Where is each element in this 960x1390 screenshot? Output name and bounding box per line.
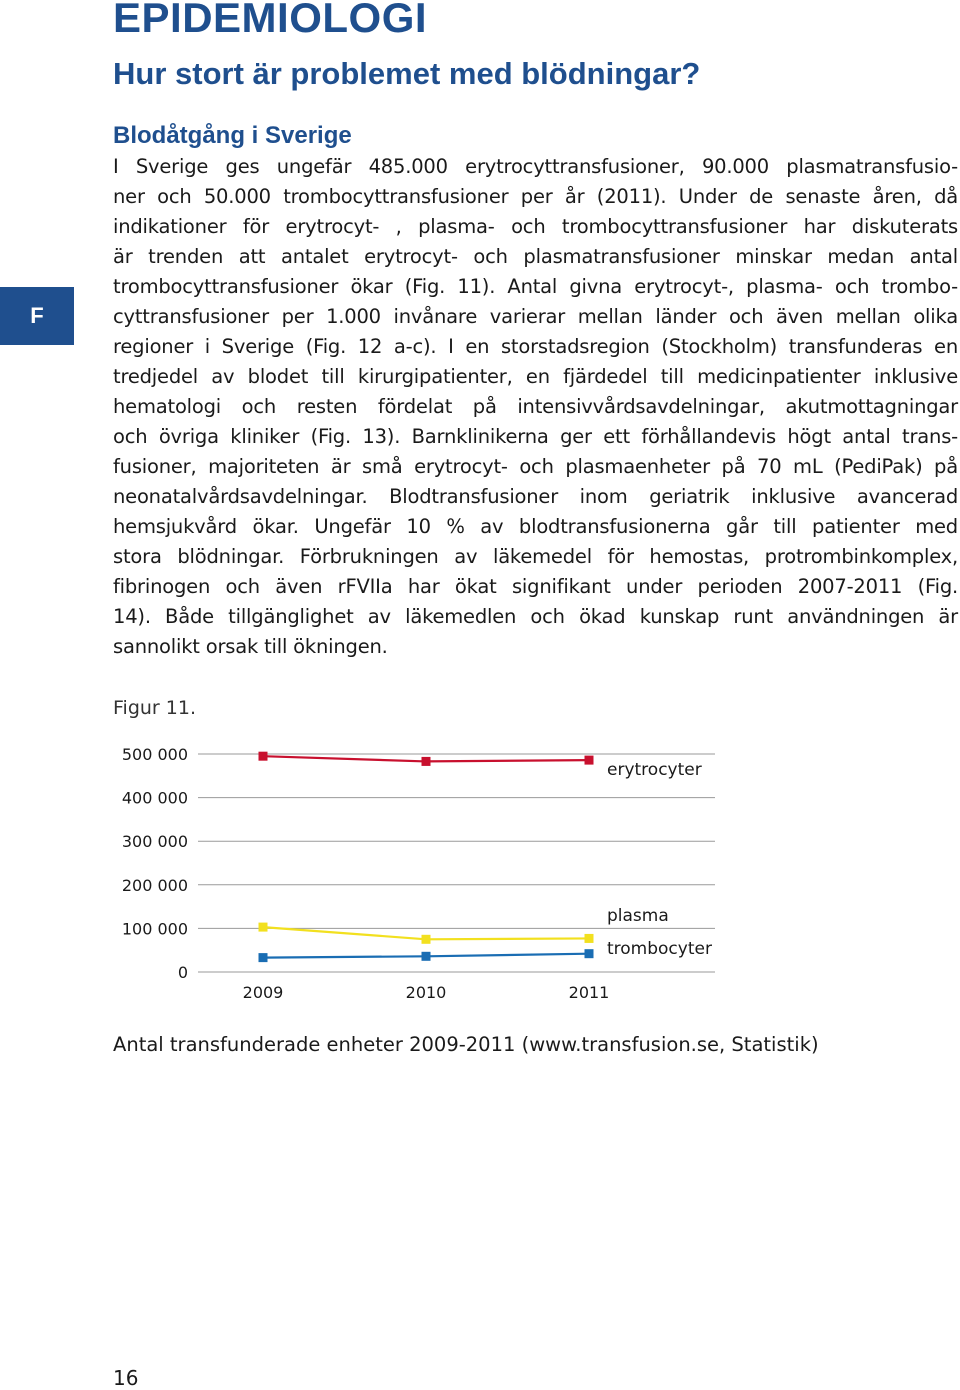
y-tick-label: 300 000 xyxy=(121,832,188,852)
page-heading: Hur stort är problemet med blödningar? xyxy=(113,56,701,91)
body-line: hemsjukvård ökar. Ungefär 10 % av blodtransfusionerna går till patienter med xyxy=(113,515,958,538)
body-line: 14). Både tillgänglighet av läkemedlen och ökad kunskap runt användningen är xyxy=(113,605,958,628)
series-label: erytrocyter xyxy=(607,760,702,780)
data-point xyxy=(585,756,594,765)
data-point xyxy=(585,949,594,958)
body-paragraph xyxy=(113,152,958,662)
page-number: 16 xyxy=(113,1366,139,1390)
x-tick-label: 2009 xyxy=(242,983,284,1002)
body-line: cyttransfusioner per 1.000 invånare varierar mellan länder och även mellan olika xyxy=(113,305,958,328)
figure-label: Figur 11. xyxy=(113,697,196,719)
data-point xyxy=(259,923,268,932)
series-label: trombocyter xyxy=(607,939,712,959)
body-line: hematologi och resten fördelat på intensivvårdsavdelningar, akutmottagningar xyxy=(113,395,958,418)
body-line: sannolikt orsak till ökningen. xyxy=(113,635,388,658)
y-tick-label: 100 000 xyxy=(121,919,188,939)
y-tick-label: 400 000 xyxy=(121,788,188,808)
body-line: neonatalvårdsavdelningar. Blodtransfusioner inom geriatrik inklusive avancerad xyxy=(113,485,958,508)
section-title: EPIDEMIOLOGI xyxy=(113,0,428,41)
data-point xyxy=(422,935,431,944)
body-line: regioner i Sverige (Fig. 12 a-c). I en storstadsregion (Stockholm) transfunderas en xyxy=(113,335,958,358)
body-line: ner och 50.000 trombocyttransfusioner per år (2011). Under de senaste åren, då xyxy=(113,185,958,208)
body-line: trombocyttransfusioner ökar (Fig. 11). Antal givna erytrocyt-, plasma- och trombo- xyxy=(113,275,958,298)
body-line: stora blödningar. Förbrukningen av läkemedel för hemostas, protrombinkomplex, xyxy=(113,545,958,568)
body-line: är trenden att antalet erytrocyt- och plasmatransfusioner minskar medan antal xyxy=(113,245,958,268)
data-point xyxy=(259,953,268,962)
body-line: och övriga kliniker (Fig. 13). Barnklinikerna ger ett förhållandevis högt antal trans- xyxy=(113,425,958,448)
y-tick-label: 500 000 xyxy=(121,745,188,764)
body-line: tredjedel av blodet till kirurgipatienter, en fjärdedel till medicinpatienter inklusive xyxy=(113,365,958,388)
x-tick-label: 2011 xyxy=(568,983,610,1002)
sub-heading: Blodåtgång i Sverige xyxy=(113,122,352,149)
data-point xyxy=(422,757,431,766)
body-line: indikationer för erytrocyt- , plasma- och trombocyttransfusioner har diskuterats xyxy=(113,215,958,238)
body-line: fusioner, majoriteten är små erytrocyt- och plasmaenheter på 70 mL (PediPak) på xyxy=(113,455,958,478)
data-point xyxy=(585,934,594,943)
chapter-tab-letter: F xyxy=(30,303,44,328)
data-point xyxy=(259,752,268,761)
line-chart xyxy=(100,735,740,1015)
y-tick-label: 0 xyxy=(177,963,188,982)
series-label: plasma xyxy=(607,906,669,926)
data-point xyxy=(422,952,431,961)
chapter-tab xyxy=(0,287,74,345)
y-tick-label: 200 000 xyxy=(121,875,188,895)
x-tick-label: 2010 xyxy=(405,983,447,1002)
body-line: I Sverige ges ungefär 485.000 erytrocyttransfusioner, 90.000 plasmatransfusio- xyxy=(113,155,958,178)
body-line: fibrinogen och även rFVIIa har ökat signifikant under perioden 2007-2011 (Fig. xyxy=(113,575,958,598)
figure-caption: Antal transfunderade enheter 2009-2011 (www.transfusion.se, Statistik) xyxy=(113,1033,819,1056)
